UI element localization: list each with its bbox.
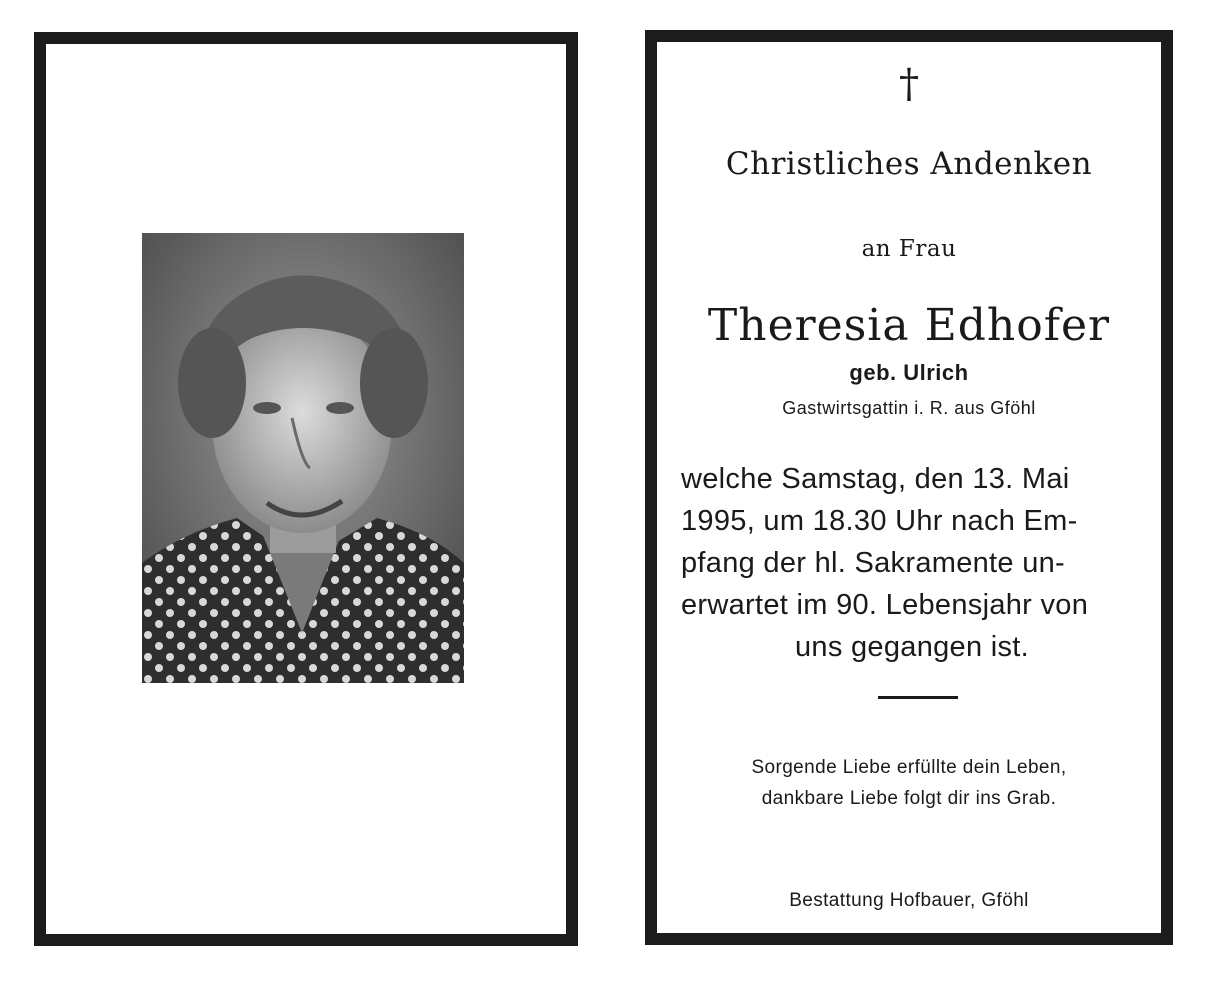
verse [657, 752, 1161, 814]
cross-symbol: † [899, 61, 919, 107]
divider [878, 696, 958, 699]
death-notice-line: welche Samstag, den 13. Mai [681, 463, 1070, 495]
portrait-image [142, 233, 464, 683]
text-card [645, 30, 1173, 945]
death-notice [681, 458, 1143, 668]
portrait-card [34, 32, 578, 946]
death-notice-line: erwartet im 90. Lebensjahr von [681, 589, 1089, 621]
occupation: Gastwirtsgattin i. R. aus Gföhl [782, 398, 1036, 418]
death-notice-line: 1995, um 18.30 Uhr nach Em- [681, 505, 1078, 537]
death-notice-line: uns gegangen ist. [794, 631, 1030, 663]
verse-line: Sorgende Liebe erfüllte dein Leben, [751, 757, 1067, 778]
death-notice-line: pfang der hl. Sakramente un- [681, 547, 1066, 579]
portrait-photo [142, 233, 464, 683]
maiden-name: geb. Ulrich [849, 360, 969, 385]
verse-line: dankbare Liebe folgt dir ins Grab. [761, 788, 1057, 809]
deceased-name: Theresia Edhofer [707, 300, 1111, 351]
heading: Christliches Andenken [725, 146, 1093, 182]
undertaker: Bestattung Hofbauer, Gföhl [789, 890, 1029, 911]
prefix: an Frau [861, 236, 957, 262]
